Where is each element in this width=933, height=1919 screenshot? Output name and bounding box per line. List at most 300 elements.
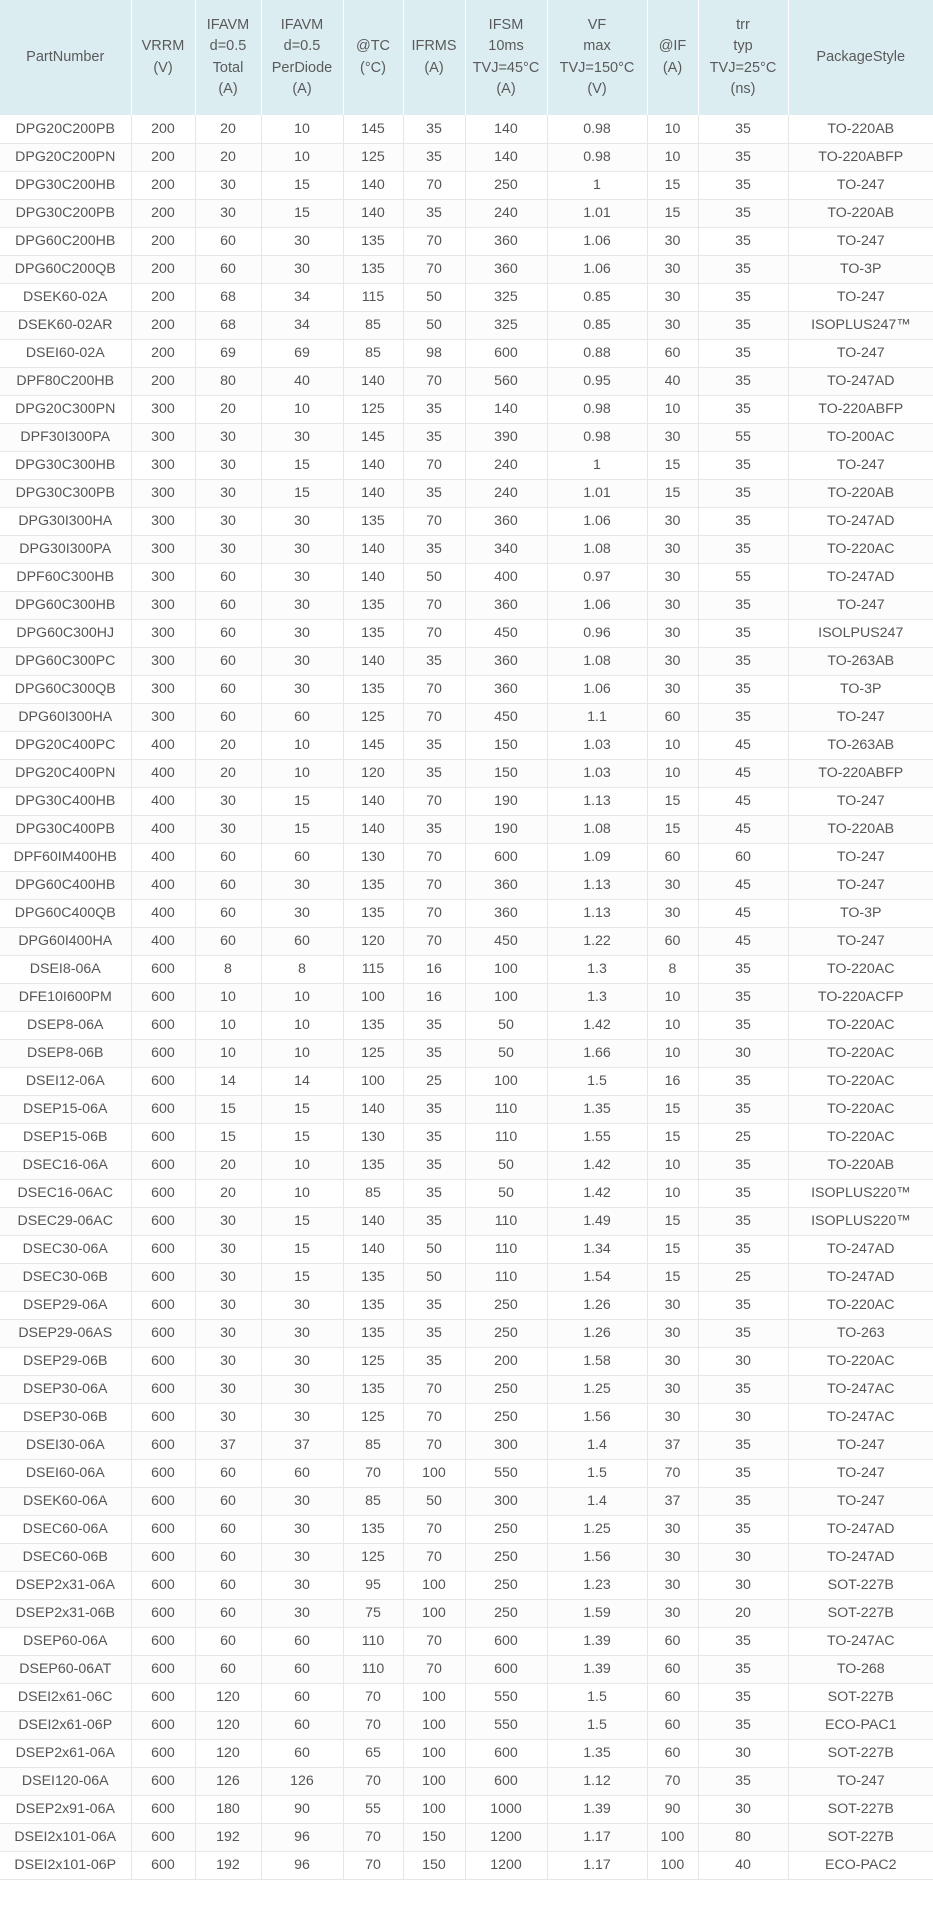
table-cell: 15	[647, 1095, 698, 1123]
table-cell: 30	[195, 1291, 261, 1319]
table-cell: 30	[647, 1319, 698, 1347]
table-cell: 85	[343, 1431, 403, 1459]
table-cell: 1200	[465, 1823, 547, 1851]
table-cell: 45	[698, 871, 788, 899]
table-cell: 60	[261, 1655, 343, 1683]
table-cell: 70	[403, 675, 465, 703]
table-cell: 400	[465, 563, 547, 591]
table-cell: 20	[195, 759, 261, 787]
table-cell: 600	[131, 1431, 195, 1459]
table-cell: 200	[131, 339, 195, 367]
table-cell: TO-220AC	[788, 1347, 933, 1375]
table-cell: 15	[647, 479, 698, 507]
table-cell: 70	[403, 927, 465, 955]
column-header-line: (A)	[292, 80, 312, 97]
table-cell: 30	[698, 1739, 788, 1767]
table-cell: 1.42	[547, 1011, 647, 1039]
table-row	[0, 1431, 933, 1459]
column-header-line: VRRM	[141, 38, 185, 55]
table-cell: 450	[465, 703, 547, 731]
column-header	[343, 0, 403, 115]
table-cell: 20	[195, 731, 261, 759]
table-cell: 70	[403, 1515, 465, 1543]
table-cell: 60	[195, 1655, 261, 1683]
table-cell: 55	[698, 423, 788, 451]
table-cell: 0.98	[547, 423, 647, 451]
table-cell: 600	[131, 1655, 195, 1683]
part-number-cell: DSEI120-06A	[0, 1767, 131, 1795]
table-cell: TO-247AC	[788, 1375, 933, 1403]
column-header-line: (A)	[662, 59, 683, 76]
table-cell: 60	[647, 927, 698, 955]
table-cell: 140	[343, 171, 403, 199]
table-cell: 60	[647, 1683, 698, 1711]
table-cell: 55	[698, 563, 788, 591]
table-row	[0, 563, 933, 591]
column-header	[547, 0, 647, 115]
table-body	[0, 115, 933, 1879]
table-cell: 68	[195, 311, 261, 339]
table-cell: 140	[343, 787, 403, 815]
table-row	[0, 1767, 933, 1795]
table-row	[0, 759, 933, 787]
table-cell: 15	[261, 199, 343, 227]
table-cell: TO-220ABFP	[788, 395, 933, 423]
table-cell: 250	[465, 1599, 547, 1627]
table-cell: TO-247	[788, 787, 933, 815]
table-cell: TO-3P	[788, 675, 933, 703]
table-cell: 69	[195, 339, 261, 367]
table-cell: 35	[403, 423, 465, 451]
table-row	[0, 451, 933, 479]
table-cell: 35	[403, 1011, 465, 1039]
table-cell: 1.5	[547, 1067, 647, 1095]
table-cell: 100	[647, 1823, 698, 1851]
table-cell: 35	[698, 1767, 788, 1795]
table-cell: 1.4	[547, 1431, 647, 1459]
part-number-cell: DSEP2x31-06B	[0, 1599, 131, 1627]
table-cell: 70	[343, 1767, 403, 1795]
table-cell: 65	[343, 1739, 403, 1767]
table-cell: 50	[403, 1263, 465, 1291]
table-cell: 100	[403, 1459, 465, 1487]
table-cell: 30	[261, 1487, 343, 1515]
table-cell: 30	[647, 1347, 698, 1375]
table-cell: 600	[131, 1067, 195, 1095]
part-number-cell: DSEI12-06A	[0, 1067, 131, 1095]
table-cell: 140	[465, 143, 547, 171]
table-cell: 120	[195, 1739, 261, 1767]
table-cell: 140	[343, 1207, 403, 1235]
table-cell: 30	[261, 1543, 343, 1571]
table-cell: TO-247	[788, 927, 933, 955]
table-cell: 360	[465, 871, 547, 899]
table-cell: 70	[403, 591, 465, 619]
table-cell: 60	[195, 703, 261, 731]
table-cell: 10	[261, 115, 343, 143]
table-cell: 30	[261, 535, 343, 563]
table-cell: 190	[465, 787, 547, 815]
table-cell: 35	[403, 731, 465, 759]
table-cell: 200	[131, 283, 195, 311]
table-cell: 40	[261, 367, 343, 395]
table-cell: 60	[647, 1627, 698, 1655]
table-cell: 30	[195, 451, 261, 479]
table-cell: 125	[343, 1543, 403, 1571]
table-cell: 70	[343, 1459, 403, 1487]
table-cell: 135	[343, 899, 403, 927]
table-cell: 0.85	[547, 283, 647, 311]
table-cell: 25	[698, 1263, 788, 1291]
table-cell: 140	[343, 479, 403, 507]
table-cell: 600	[131, 1403, 195, 1431]
column-header-line: VF	[587, 17, 607, 34]
part-number-cell: DSEK60-02AR	[0, 311, 131, 339]
part-number-cell: DPF30I300PA	[0, 423, 131, 451]
table-cell: 140	[343, 1095, 403, 1123]
column-header-line: TVJ=25°C	[709, 59, 777, 76]
table-cell: 0.85	[547, 311, 647, 339]
table-cell: 60	[195, 1543, 261, 1571]
column-header-line: (A)	[496, 80, 516, 97]
table-cell: 70	[403, 171, 465, 199]
table-cell: 240	[465, 199, 547, 227]
table-row	[0, 1823, 933, 1851]
column-header-line: max	[583, 38, 611, 55]
part-number-cell: DPG30C300PB	[0, 479, 131, 507]
table-cell: 1.55	[547, 1123, 647, 1151]
part-number-cell: DSEP15-06A	[0, 1095, 131, 1123]
table-cell: 1000	[465, 1795, 547, 1823]
table-cell: 10	[647, 731, 698, 759]
part-number-cell: DSEI60-06A	[0, 1459, 131, 1487]
table-cell: 140	[343, 199, 403, 227]
column-header-line: PackageStyle	[816, 48, 906, 65]
part-number-cell: DSEI8-06A	[0, 955, 131, 983]
table-cell: 60	[195, 927, 261, 955]
table-cell: 35	[698, 983, 788, 1011]
table-cell: 15	[261, 815, 343, 843]
table-cell: 60	[195, 255, 261, 283]
table-cell: 30	[647, 1403, 698, 1431]
part-number-cell: DSEI2x101-06P	[0, 1851, 131, 1879]
table-cell: 30	[647, 591, 698, 619]
table-row	[0, 1459, 933, 1487]
table-row	[0, 703, 933, 731]
table-cell: 37	[261, 1431, 343, 1459]
table-cell: 600	[131, 1179, 195, 1207]
table-cell: 35	[698, 1067, 788, 1095]
table-cell: TO-247	[788, 451, 933, 479]
table-cell: 35	[698, 311, 788, 339]
table-cell: 600	[131, 1095, 195, 1123]
table-cell: 1.66	[547, 1039, 647, 1067]
part-number-cell: DPG60C400QB	[0, 899, 131, 927]
table-row	[0, 199, 933, 227]
table-cell: 60	[195, 227, 261, 255]
table-cell: 135	[343, 507, 403, 535]
column-header-line: (ns)	[730, 80, 756, 97]
table-cell: TO-247AD	[788, 507, 933, 535]
table-cell: 35	[698, 507, 788, 535]
table-cell: 35	[698, 1655, 788, 1683]
table-cell: 60	[647, 1711, 698, 1739]
table-cell: TO-247	[788, 171, 933, 199]
table-cell: 35	[403, 759, 465, 787]
table-cell: 30	[647, 283, 698, 311]
table-cell: 35	[698, 1151, 788, 1179]
table-cell: 37	[195, 1431, 261, 1459]
table-cell: 1.08	[547, 815, 647, 843]
table-cell: 110	[343, 1655, 403, 1683]
table-cell: 90	[261, 1795, 343, 1823]
table-cell: 60	[195, 1571, 261, 1599]
table-cell: ISOPLUS220™	[788, 1179, 933, 1207]
table-cell: 30	[261, 647, 343, 675]
table-cell: 600	[131, 983, 195, 1011]
table-cell: TO-247	[788, 591, 933, 619]
table-cell: 1.34	[547, 1235, 647, 1263]
table-cell: 15	[647, 787, 698, 815]
column-header-line: TVJ=45°C	[472, 59, 540, 76]
table-cell: 50	[403, 283, 465, 311]
table-cell: 100	[403, 1795, 465, 1823]
table-cell: 85	[343, 311, 403, 339]
table-cell: 1.42	[547, 1179, 647, 1207]
part-number-cell: DSEK60-02A	[0, 283, 131, 311]
table-row	[0, 1711, 933, 1739]
table-cell: 60	[261, 703, 343, 731]
table-cell: 70	[343, 1683, 403, 1711]
table-cell: 1	[547, 171, 647, 199]
table-cell: 1.56	[547, 1543, 647, 1571]
table-cell: 400	[131, 899, 195, 927]
table-cell: 300	[131, 703, 195, 731]
table-cell: 35	[698, 1235, 788, 1263]
table-cell: 70	[403, 843, 465, 871]
table-cell: 35	[403, 1319, 465, 1347]
table-cell: 10	[647, 143, 698, 171]
table-cell: 69	[261, 339, 343, 367]
table-cell: 110	[465, 1235, 547, 1263]
table-cell: 125	[343, 1403, 403, 1431]
table-cell: 140	[343, 367, 403, 395]
part-number-cell: DPG60I300HA	[0, 703, 131, 731]
table-cell: 300	[131, 675, 195, 703]
table-cell: 300	[131, 619, 195, 647]
table-cell: 1.08	[547, 647, 647, 675]
table-row	[0, 1067, 933, 1095]
table-row	[0, 1319, 933, 1347]
table-row	[0, 843, 933, 871]
table-cell: 120	[343, 927, 403, 955]
table-cell: 200	[131, 115, 195, 143]
table-row	[0, 1487, 933, 1515]
table-cell: 135	[343, 1263, 403, 1291]
table-cell: TO-220ACFP	[788, 983, 933, 1011]
table-cell: 30	[195, 1319, 261, 1347]
table-cell: 1.5	[547, 1683, 647, 1711]
table-cell: 85	[343, 1179, 403, 1207]
table-cell: 400	[131, 843, 195, 871]
table-row	[0, 899, 933, 927]
table-cell: 360	[465, 255, 547, 283]
table-cell: TO-247	[788, 1459, 933, 1487]
column-header	[0, 0, 131, 115]
table-cell: 35	[698, 1011, 788, 1039]
part-number-cell: DSEP29-06B	[0, 1347, 131, 1375]
table-cell: 325	[465, 311, 547, 339]
table-cell: 40	[647, 367, 698, 395]
table-cell: 70	[403, 255, 465, 283]
table-cell: 10	[647, 1011, 698, 1039]
table-row	[0, 983, 933, 1011]
table-cell: 360	[465, 675, 547, 703]
table-cell: 1.06	[547, 227, 647, 255]
table-row	[0, 1347, 933, 1375]
table-cell: 35	[698, 227, 788, 255]
table-cell: 1.03	[547, 759, 647, 787]
table-cell: TO-3P	[788, 899, 933, 927]
table-cell: 110	[465, 1123, 547, 1151]
part-number-cell: DPG30C300HB	[0, 451, 131, 479]
table-cell: 30	[195, 1263, 261, 1291]
table-cell: 130	[343, 1123, 403, 1151]
table-cell: 1.01	[547, 199, 647, 227]
table-cell: 240	[465, 479, 547, 507]
table-cell: 110	[465, 1263, 547, 1291]
table-cell: 1.26	[547, 1319, 647, 1347]
table-cell: 1.12	[547, 1767, 647, 1795]
table-cell: 300	[131, 507, 195, 535]
table-row	[0, 171, 933, 199]
table-cell: 8	[647, 955, 698, 983]
column-header-line: (V)	[153, 59, 173, 76]
table-cell: 15	[261, 787, 343, 815]
table-cell: 200	[131, 199, 195, 227]
table-cell: 70	[403, 451, 465, 479]
table-cell: TO-247	[788, 703, 933, 731]
table-cell: TO-220AB	[788, 479, 933, 507]
table-cell: 250	[465, 1291, 547, 1319]
table-cell: 10	[647, 1039, 698, 1067]
table-cell: 30	[261, 899, 343, 927]
table-row	[0, 1571, 933, 1599]
table-cell: 35	[698, 1179, 788, 1207]
table-cell: 35	[698, 395, 788, 423]
table-cell: TO-220AC	[788, 1291, 933, 1319]
table-cell: 40	[698, 1851, 788, 1879]
table-cell: 15	[647, 1263, 698, 1291]
table-cell: 360	[465, 591, 547, 619]
table-cell: 600	[131, 1123, 195, 1151]
table-cell: SOT-227B	[788, 1683, 933, 1711]
table-cell: 135	[343, 1375, 403, 1403]
table-cell: 100	[465, 1067, 547, 1095]
table-cell: 35	[403, 479, 465, 507]
column-header	[698, 0, 788, 115]
part-number-cell: DPG20C300PN	[0, 395, 131, 423]
table-cell: 1.3	[547, 955, 647, 983]
column-header	[403, 0, 465, 115]
table-cell: 140	[343, 1235, 403, 1263]
table-cell: 30	[698, 1039, 788, 1067]
table-cell: 100	[465, 983, 547, 1011]
table-cell: 90	[647, 1795, 698, 1823]
table-row	[0, 1263, 933, 1291]
table-cell: TO-247	[788, 843, 933, 871]
table-cell: 600	[131, 1767, 195, 1795]
part-number-cell: DPG60C300HJ	[0, 619, 131, 647]
table-cell: 125	[343, 1347, 403, 1375]
table-cell: 300	[465, 1431, 547, 1459]
table-cell: 600	[465, 1739, 547, 1767]
table-cell: 300	[131, 591, 195, 619]
table-row	[0, 1683, 933, 1711]
table-cell: 8	[261, 955, 343, 983]
column-header-line: IFAVM	[280, 17, 324, 34]
table-cell: 30	[261, 227, 343, 255]
table-cell: 200	[131, 143, 195, 171]
table-cell: 250	[465, 1403, 547, 1431]
table-row	[0, 1123, 933, 1151]
table-cell: 550	[465, 1683, 547, 1711]
part-number-cell: DSEP29-06A	[0, 1291, 131, 1319]
table-cell: 10	[647, 983, 698, 1011]
table-cell: 1.42	[547, 1151, 647, 1179]
table-cell: 35	[698, 1319, 788, 1347]
table-cell: 250	[465, 1375, 547, 1403]
table-cell: 20	[698, 1599, 788, 1627]
table-cell: 25	[698, 1123, 788, 1151]
table-cell: 55	[343, 1795, 403, 1823]
table-cell: SOT-227B	[788, 1795, 933, 1823]
table-cell: 15	[647, 451, 698, 479]
table-cell: 400	[131, 927, 195, 955]
table-cell: 30	[647, 423, 698, 451]
column-header-line: (A)	[424, 59, 444, 76]
table-cell: 600	[131, 1627, 195, 1655]
table-cell: 300	[131, 395, 195, 423]
table-cell: 60	[261, 1711, 343, 1739]
table-cell: 70	[403, 1543, 465, 1571]
table-cell: 45	[698, 899, 788, 927]
table-cell: 60	[195, 899, 261, 927]
table-cell: 15	[261, 479, 343, 507]
table-cell: 240	[465, 451, 547, 479]
part-number-cell: DPG30C200PB	[0, 199, 131, 227]
table-cell: TO-220ABFP	[788, 143, 933, 171]
table-cell: 70	[403, 1627, 465, 1655]
table-cell: 192	[195, 1851, 261, 1879]
table-cell: TO-247	[788, 1431, 933, 1459]
table-row	[0, 591, 933, 619]
table-cell: 35	[698, 115, 788, 143]
part-number-cell: DSEP29-06AS	[0, 1319, 131, 1347]
table-cell: 70	[403, 507, 465, 535]
table-cell: 35	[403, 143, 465, 171]
table-cell: 135	[343, 1319, 403, 1347]
table-cell: 600	[131, 1599, 195, 1627]
table-cell: 30	[261, 871, 343, 899]
table-cell: 115	[343, 283, 403, 311]
column-header-line: (V)	[587, 80, 607, 97]
table-cell: TO-220AC	[788, 535, 933, 563]
table-cell: 35	[698, 955, 788, 983]
table-cell: 125	[343, 143, 403, 171]
table-cell: 1.5	[547, 1711, 647, 1739]
table-cell: 60	[698, 843, 788, 871]
